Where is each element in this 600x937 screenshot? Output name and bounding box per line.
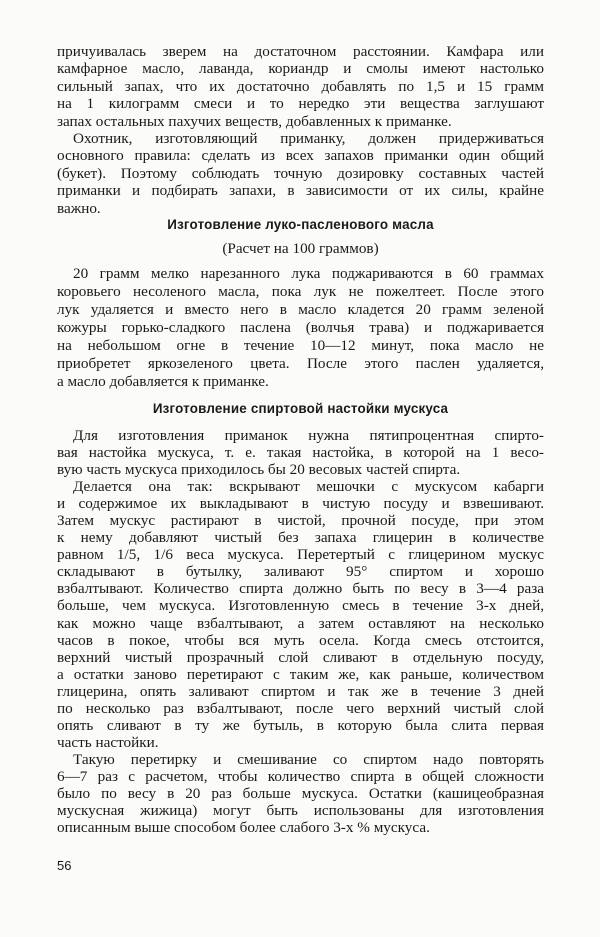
text-line: приманки и подбирать запахи, в зависимости от их силы, крайне (57, 182, 544, 200)
text-line: взбалтывают. Количество спирта должно быть по весу в 3—4 раза (57, 580, 544, 598)
text-line: а остатки заново перетирают с таким же, как раньше, количеством (57, 665, 544, 683)
paragraph (57, 130, 544, 217)
text-line: больше, чем мускуса. Изготовленную смесь в течение 3-х дней, (57, 597, 544, 615)
paragraph (57, 478, 544, 751)
text-line: на 1 килограмм смеси и то нередко эти вещества заглушают (57, 95, 544, 113)
text-line: мускусная жижица) могут быть использованы для изготовления (57, 802, 544, 820)
text-block-musk-tincture (57, 427, 544, 836)
paragraph (57, 265, 544, 391)
text-line: по несколько раз взбалтывают, после чего верхний чистый слой (57, 699, 544, 717)
text-line: важно. (57, 199, 101, 217)
text-line: а масло добавляется к приманке. (57, 373, 269, 390)
section-heading-onion-oil: Изготовление луко-пасленового масла (167, 217, 434, 232)
text-line: Делается она так: вскрывают мешочки с мускусом кабарги (73, 478, 544, 496)
text-block-intro (57, 43, 544, 217)
text-line: и содержимое их выкладывают в чистую посуду и взвешивают. (57, 495, 544, 513)
text-line: вую часть мускуса приходилось бы 20 весовых частей спирта. (57, 461, 461, 479)
text-line: 6—7 раз с расчетом, чтобы количество спирта в общей сложности (57, 767, 544, 785)
text-line: вая настойка мускуса, т. е. такая настойка, в которой на 1 весо- (57, 444, 544, 462)
paragraph (57, 43, 544, 130)
text-line: глицерина, опять заливают спиртом и так же в течение 3 дней (57, 682, 544, 700)
text-line: 20 грамм мелко нарезанного лука поджариваются в 60 граммах (73, 265, 544, 282)
text-block-onion-oil (57, 265, 544, 391)
text-line: приобретет яркозеленого цвета. После этого паслен удаляется, (57, 355, 544, 372)
paragraph (57, 751, 544, 836)
text-line: опять сливают в ту же бутыль, в которую была слита первая (57, 716, 544, 734)
text-line: часов в покое, чтобы вся муть осела. Когда смесь отстоится, (57, 631, 544, 649)
text-line: кожуры горько-сладкого паслена (волчья трава) и поджаривается (57, 319, 544, 336)
text-line: Такую перетирку и смешивание со спиртом надо повторять (73, 750, 544, 768)
text-line: сильный запах, что их достаточно добавлять по 1,5 и 15 грамм (57, 77, 544, 95)
section-heading-musk-tincture: Изготовление спиртовой настойки мускуса (152, 401, 449, 416)
page-number: 56 (57, 858, 72, 873)
text-line: на небольшом огне в течение 10—12 минут, пока масло не (57, 337, 544, 354)
text-line: описанным выше способом более слабого 3-х % мускуса. (57, 819, 430, 837)
text-line: часть настойки. (57, 733, 159, 751)
text-line: основного правила: сделать из всех запахов приманки один общий (57, 147, 544, 165)
text-line: как можно чаще взбалтывают, а затем оставляют на несколько (57, 614, 544, 632)
text-line: камфарное масло, лаванда, кориандр и смолы имеют настолько (57, 60, 544, 78)
text-line: Охотник, изготовляющий приманку, должен придерживаться (73, 129, 544, 147)
section-subheading-calculation: (Расчет на 100 граммов) (222, 240, 379, 257)
text-line: Затем мускус растирают в чистой, прочной посуде, при этом (57, 512, 544, 530)
text-line: запах остальных пахучих веществ, добавленных к приманке. (57, 112, 452, 130)
text-line: равном 1/5, 1/6 веса мускуса. Перетертый с глицерином мускус (57, 546, 544, 564)
text-line: причуивалась зверем на достаточном расстоянии. Камфара или (57, 43, 544, 60)
text-line: верхний чистый прозрачный слой сливают в отдельную посуду, (57, 648, 544, 666)
text-line: Для изготовления приманок нужна пятипроцентная спирто- (73, 427, 544, 444)
text-line: (букет). Поэтому соблюдать точную дозировку составных частей (57, 164, 544, 182)
text-line: коровьего несоленого масла, пока лук не пожелтеет. После этого (57, 283, 544, 300)
text-line: к нему добавляют чистый без запаха глицерин в количестве (57, 529, 544, 547)
text-line: лук удаляется и вместо него в масло кладется 20 грамм зеленой (57, 301, 544, 318)
text-line: было по весу в 20 раз больше мускуса. Остатки (кашицеобразная (57, 784, 544, 802)
text-line: складывают в бутылку, заливают 95° спиртом и хорошо (57, 563, 544, 581)
paragraph (57, 427, 544, 478)
